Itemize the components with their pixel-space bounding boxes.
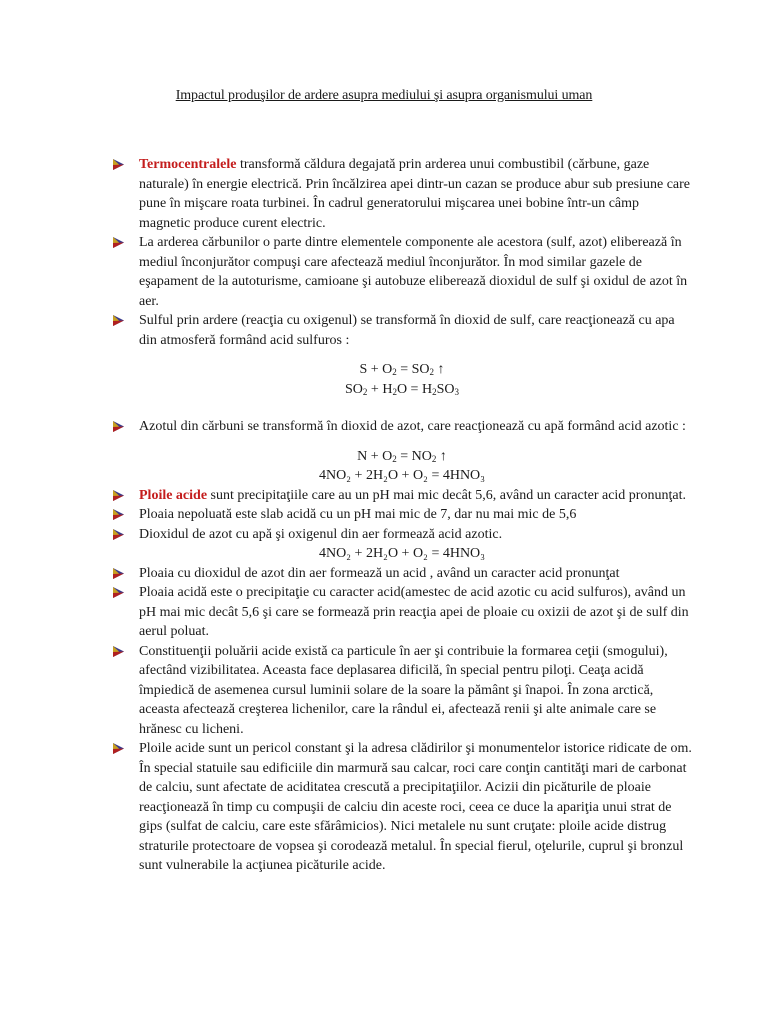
equation-nitric-acid-2: 4NO₂ + 2H₂O + O₂ = 4HNO₃ — [318, 546, 486, 561]
item-text: La arderea cărbunilor o parte dintre elementele componente ale acestora (sulf, azot) eliberează în mediul înconjurător compuşi care afectează mediul înconjurător. În mod similar gazele de eşapament de la autoturisme, camioane şi autobuze eliberează dioxidul de sulf şi oxidul de azot în aer. — [139, 235, 688, 309]
list-item — [112, 642, 692, 740]
item-text: Constituenţii poluării acide există ca particule în aer şi contribuie la formarea ceţii (smogului), afectând vizibilitatea. Aceasta face deplasarea dificilă, în special pentru piloţi. Ceaţa acidă împiedică de asemenea cursul luminii solare de la soare la pământ şi înapoi. În zona arctică, aceasta afectează creşterea lichenilor, care la rândul ei, afectează renii şi alte animale care se hrănesc cu licheni. — [139, 643, 668, 737]
item-text: Dioxidul de azot cu apă şi oxigenul din aer formează acid azotic. — [139, 526, 503, 542]
list-item — [112, 525, 692, 545]
item-text: transformă căldura degajată prin arderea unui combustibil (cărbune, gaze naturale) în energie electrică. Prin încălzirea apei dintr-un cazan se produce abur sub presiune care pune în mişcare roata turbinei. În cadrul generatorului mişcarea unei bobine într-un câmp magnetic produce curent electric. — [139, 157, 691, 231]
equation-sulfur-oxidation: $S + O_2 = SO_2$ ↑ — [359, 362, 445, 377]
document-title: Impactul produşilor de ardere asupra mediului şi asupra organismului uman — [175, 88, 593, 103]
bullet-arrow-icon — [112, 158, 125, 171]
term-termocentrale: Termocentralele — [139, 157, 237, 172]
list-item — [112, 417, 692, 437]
equation-sulfurous-acid: $SO_2 + H_2O = H_2SO_3$ — [345, 381, 459, 397]
list-item — [112, 311, 692, 350]
list-item — [112, 739, 692, 876]
bullet-arrow-icon — [112, 420, 125, 433]
item-text: Ploaia cu dioxidul de azot din aer formează un acid , având un caracter acid pronunţat — [139, 565, 620, 581]
bullet-arrow-icon — [112, 508, 125, 521]
bullet-arrow-icon — [112, 586, 125, 599]
item-text: Ploile acide sunt un pericol constant şi la adresa clădirilor şi monumentelor istorice ridicate de om. În special statuile sau edificiile din marmură sau calcar, roci care conţin cantităţi mari de carbonat de calciu, sunt afectate de aciditatea crescută a precipitaţiilor. Acizii din picăturile de ploaie reacţionează în timp cu compuşii de calciu din aceste roci, ceea ce duce la apariţia unui strat de gips (sulfat de calciu, care este sfărâmicios). Nici metalele nu sunt cruţate: ploile acide distrug straturile protectoare de vopsea şi corodează metalul. În special fierul, oţelurile, cuprul şi bronzul sunt vulnerabile la acţiunea picăturile acide. — [139, 741, 692, 873]
bullet-arrow-icon — [112, 742, 125, 755]
list-item — [112, 486, 692, 506]
list-item — [112, 505, 692, 525]
bullet-arrow-icon — [112, 567, 125, 580]
equation-nitric-acid: 4NO₂ + 2H₂O + O₂ = 4HNO₃ — [318, 468, 486, 483]
list-item — [112, 583, 692, 642]
item-text: Azotul din cărbuni se transformă în dioxid de azot, care reacţionează cu apă formând acid azotic : — [139, 419, 686, 434]
bullet-arrow-icon — [112, 528, 125, 541]
equation-nitrogen-oxidation: $N + O_2 = NO_2$ ↑ — [357, 448, 447, 464]
term-ploile-acide: Ploile acide — [139, 487, 208, 503]
bullet-arrow-icon — [112, 489, 125, 502]
bullet-arrow-icon — [112, 645, 125, 658]
item-text: sunt precipitaţiile care au un pH mai mic decât 5,6, având un caracter acid pronunţat. — [207, 487, 686, 503]
list-item — [112, 233, 692, 311]
list-item — [112, 155, 692, 233]
item-text: Ploaia nepoluată este slab acidă cu un pH mai mic de 7, dar nu mai mic de 5,6 — [139, 507, 577, 522]
item-text: Sulful prin ardere (reacţia cu oxigenul) se transformă în dioxid de sulf, care reacţionează cu apa din atmosferă formând acid sulfuros : — [139, 313, 675, 348]
list-item — [112, 564, 692, 584]
bullet-arrow-icon — [112, 236, 125, 249]
item-text: Ploaia acidă este o precipitaţie cu caracter acid(amestec de acid azotic cu acid sulfuros), având un pH mai mic decât 5,6 şi care se formează prin reacţia apei de ploaie cu oxizii de azot şi de sulf din aerul poluat. — [139, 585, 689, 639]
bullet-list — [112, 155, 692, 876]
bullet-arrow-icon — [112, 314, 125, 327]
